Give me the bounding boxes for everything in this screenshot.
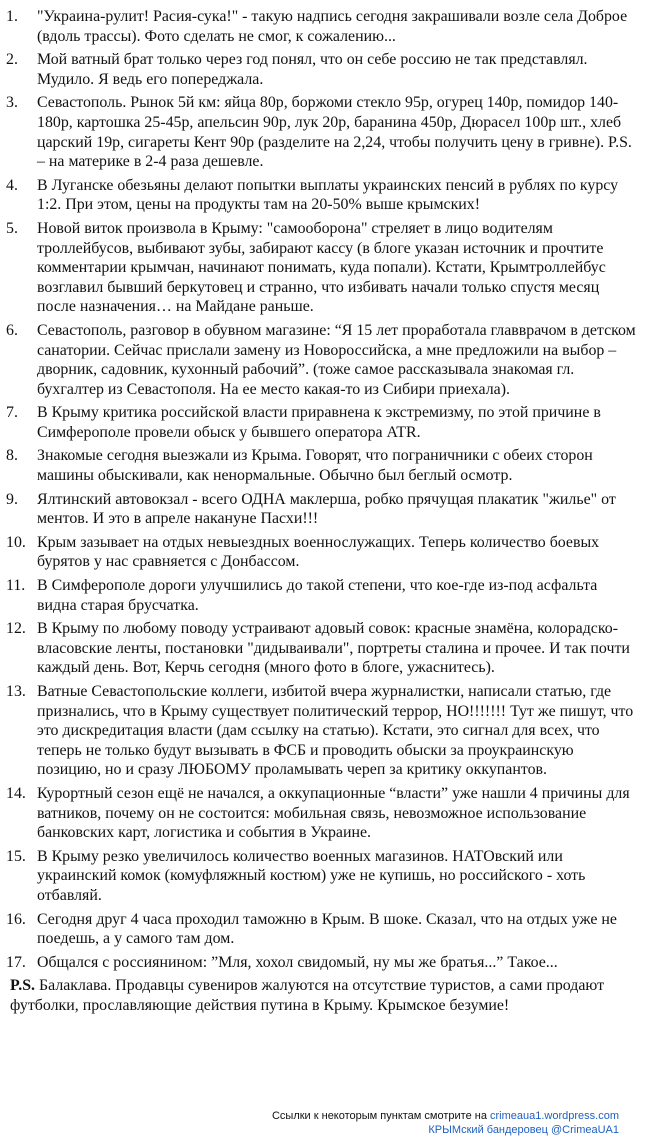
list-item: [6, 50, 639, 89]
item-number: 4.: [6, 176, 18, 194]
item-text: Севастополь. Рынок 5й км: яйца 80р, боржоми стекло 95р, огурец 140р, помидор 140-180р, картошка 25-45р, апельсин 90р, лук 20р, баранина 450р, Дюрасел 100р шт., хлеб царский 19р, сигареты Кент 90р (разделите на 2,24, чтобы получить цену в гривне). P.S. – на материке в 2-4 раза дешевле.: [37, 94, 632, 171]
item-number: 11.: [6, 577, 26, 595]
item-text: "Украина-рулит! Расия-сука!" - такую надпись сегодня закрашивали возле села Доброе (вдоль трассы). Фото сделать не смог, к сожалению...: [37, 8, 628, 45]
item-number: 16.: [6, 910, 26, 928]
footer-links-line: [272, 1109, 619, 1123]
item-text: Новой виток произвола в Крыму: "самооборона" стреляет в лицо водителям троллейбусов, выбивают зубы, забирают кассу (в блоге указан источник и прочтите комментарии крымчан, начинают понимать, куда попали). Кстати, Крымтроллейбус возглавил бывший беркутовец и странно, что избивать начали только спустя месяц после назначения… на Майдане раньше.: [37, 219, 606, 316]
item-number: 13.: [6, 683, 26, 700]
item-number: 17.: [6, 953, 26, 971]
postscript-text: Балаклава. Продавцы сувениров жалуются на отсутствие туристов, а сами продают футболки, прославляющие действия путина в Крыму. Крымское безумие!: [10, 977, 605, 1014]
item-number: 3.: [6, 94, 18, 112]
item-text: Сегодня друг 4 часа проходил таможню в Крым. В шоке. Сказал, что на отдых уже не поедешь, а у самого там дом.: [37, 910, 617, 948]
footer-credits: [272, 1109, 619, 1137]
list-item: [6, 533, 639, 572]
list-item: [6, 219, 639, 317]
list-item: [6, 682, 639, 780]
item-text: Крым зазывает на отдых невыездных военнослужащих. Теперь количество боевых бурятов у нас сравняется с Донбассом.: [37, 533, 600, 571]
item-text: В Крыму резко увеличилось количество военных магазинов. НАТОвский или украинский комок (комуфляжный костюм) уже не купишь, но российского - хоть отбавляй.: [37, 847, 586, 904]
item-text: В Симферополе дороги улучшились до такой степени, что кое-где из-под асфальта видна старая брусчатка.: [37, 577, 598, 614]
item-number: 12.: [6, 620, 26, 638]
item-text: В Луганске обезьяны делают попытки выплаты украинских пенсий в рублях по курсу 1:2. При этом, цены на продукты там на 20-50% выше крымских!: [37, 176, 619, 214]
item-number: 8.: [6, 447, 18, 465]
postscript-label: P.S.: [10, 977, 36, 995]
item-number: 5.: [6, 219, 18, 237]
list-item: [6, 321, 639, 399]
item-text: Мой ватный брат только через год понял, что он себе россию не так представлял. Мудило. Я ведь его попереджала.: [37, 51, 588, 88]
news-list: [6, 7, 639, 972]
item-number: 7.: [6, 404, 18, 422]
list-item: [6, 176, 639, 215]
list-item: [6, 403, 639, 442]
list-item: [6, 847, 639, 906]
list-item: [6, 619, 639, 678]
blog-link[interactable]: crimeaua1.wordpress.com: [490, 1110, 619, 1122]
item-text: В Крыму критика российской власти приравнена к экстремизму, по этой причине в Симферополе провели обыск у бывшего оператора ATR.: [37, 404, 601, 441]
item-number: 9.: [6, 490, 18, 508]
item-number: 2.: [6, 51, 18, 69]
footer-links-prefix: Ссылки к некоторым пунктам смотрите на: [271, 1110, 490, 1122]
item-number: 1.: [6, 8, 18, 25]
list-item: [6, 784, 639, 843]
item-text: Курортный сезон ещё не начался, а оккупационные “власти” уже нашли 4 причины для ватников, почему он не состоится: мобильная связь, невозможное использование банковских карт, логистика и события в Украине.: [37, 784, 630, 842]
list-item: [6, 490, 639, 529]
footer-author: КРЫМский бандеровец @CrimeaUA1: [428, 1124, 619, 1136]
item-number: 6.: [6, 321, 18, 339]
list-item: [6, 576, 639, 615]
list-item: [6, 93, 639, 171]
item-text: Ватные Севастопольские коллеги, избитой вчера журналистки, написали статью, где признались, что в Крыму существует политический террор, НО!!!!!!! Тут же пишут, что это дискредитация власти (дам ссылку на статью). Кстати, это сигнал для всех, что теперь не только будут вызывать в ФСБ и проводить обыски за проукраинскую позицию, но и сразу ЛЮБОМУ проламывать череп за критику оккупантов.: [37, 683, 634, 779]
item-number: 10.: [6, 533, 26, 551]
list-item: [6, 953, 639, 973]
item-text: В Крыму по любому поводу устраивают адовый совок: красные знамёна, колорадско-власовские ленты, постановки "дидываивали", портреты сталина и прочее. И так почти каждый день. Вот, Керчь сегодня (много фото в блоге, ужаснитесь).: [37, 620, 630, 677]
item-number: 15.: [6, 847, 26, 865]
item-text: Знакомые сегодня выезжали из Крыма. Говорят, что пограничники с обеих сторон машины обыскивали, как ненормальные. Обычно был беглый осмотр.: [37, 447, 593, 485]
list-item: [6, 7, 639, 46]
list-item: [6, 446, 639, 485]
item-text: Ялтинский автовокзал - всего ОДНА маклерша, робко прячущая плакатик "жилье" от ментов. И это в апреле накануне Пасхи!!!: [37, 490, 616, 528]
item-text: Севастополь, разговор в обувном магазине: “Я 15 лет проработала главврачом в детском санатории. Сейчас прислали замену из Новороссийска, а мне предложили на выбор – дворник, садовник, кухонный рабочий”. (тоже самое рассказывала знакомая гл. бухгалтер из Севастополя. На ее место какая-то из Сибири приехала).: [37, 321, 636, 398]
postscript: [10, 976, 639, 1015]
item-number: 14.: [6, 784, 26, 802]
list-item: [6, 910, 639, 949]
item-text: Общался с россиянином: ”Мля, хохол свидомый, ну мы же братья...” Такое...: [37, 953, 558, 971]
